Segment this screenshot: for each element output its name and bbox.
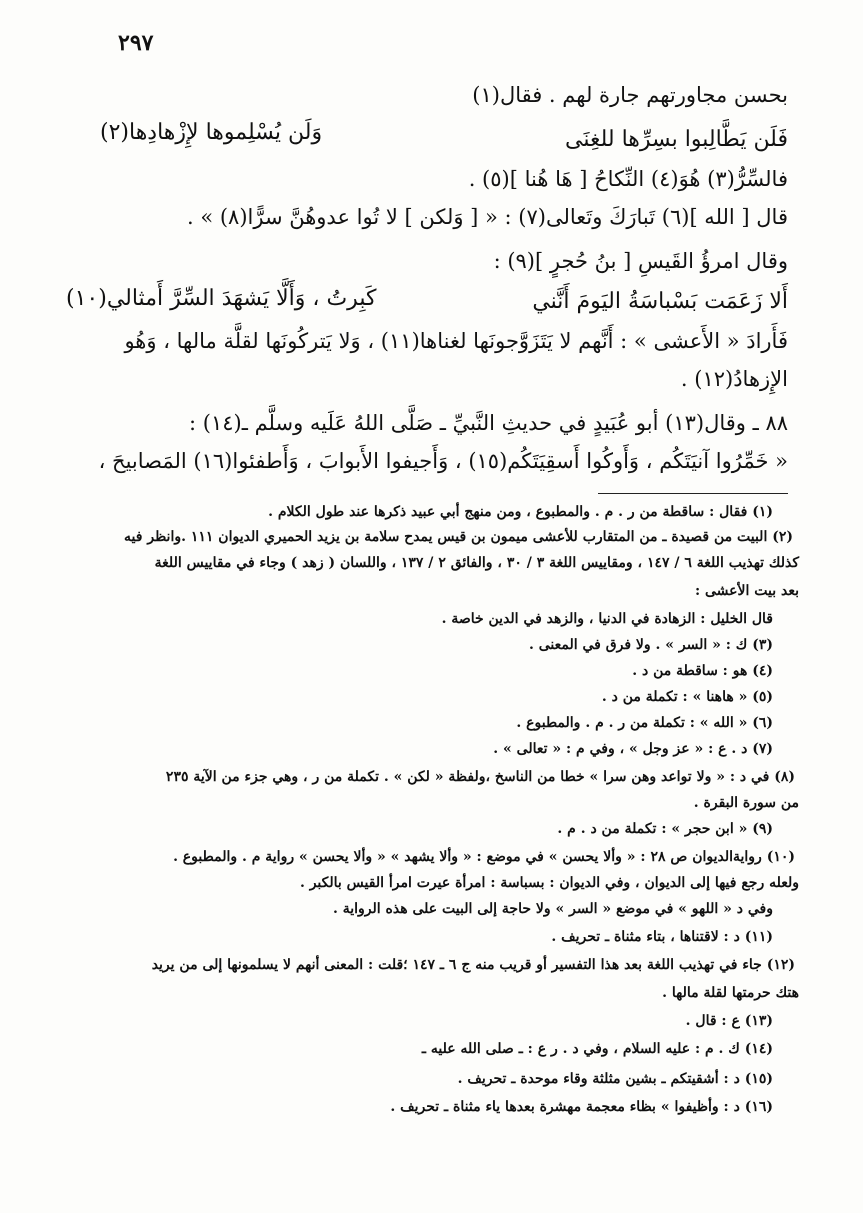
- footnote-line: (١٣) ع : قال .: [685, 1013, 773, 1029]
- footnote-line: (١) فقال : ساقطة من ر . م . والمطبوع ، ومن منهج أبي عبيد ذكرها عند طول الكلام .: [268, 504, 773, 520]
- footnote-line: قال الخليل : الزهادة في الدنيا ، والزهد في الدين خاصة .: [441, 611, 773, 627]
- footnote-separator: [598, 493, 788, 494]
- main-text-line: فالسِّرُّ(٣) هُوَ(٤) النِّكاحُ [ هَا هُنا ](٥) .: [468, 167, 788, 191]
- verse1-hemistich-left: وَلَن يُسْلِموها لإِزْهادِها(٢): [100, 120, 323, 145]
- footnote-line: وفي د « اللهو » في موضع « السر » ولا حاجة إلى البيت على هذه الرواية .: [332, 901, 773, 917]
- verse2-hemistich-left: كَبِرتُ ، وَأَلَّا يَشهَدَ السِّرَّ أَمثالي(١٠): [66, 286, 377, 311]
- footnote-line: بعد بيت الأعشى :: [694, 583, 799, 599]
- footnote-line: (٢) البيت من قصيدة ـ من المتقارب للأعشى ميمون بن قيس يمدح سلامة بن يزيد الحميري الديوان ١١١ .وانظر فيه: [124, 529, 793, 545]
- footnote-line: ولعله رجع فيها إلى الديوان ، وفي الديوان : بسباسة : امرأة عيرت امرأ القيس بالكبر .: [299, 875, 799, 891]
- main-text-line: قال [ الله ](٦) تَبارَكَ وتَعالى(٧) : « [ وَلكن ] لا تُوا عدوهُنَّ سرًّا(٨) » .: [186, 205, 788, 229]
- main-text-line: بحسن مجاورتهم جارة لهم . فقال(١): [472, 83, 788, 107]
- footnote-line: (١٢) جاء في تهذيب اللغة بعد هذا التفسير أو قريب منه ج ٦ ـ ١٤٧ ؛قلت : المعنى أنهم لا يسلمونها إلى من يريد: [151, 957, 795, 973]
- footnote-line: (٤) هو : ساقطة من د .: [632, 663, 773, 679]
- verse2-hemistich-right: أَلا زَعَمَت بَسْباسَةُ اليَومَ أَنَّني: [532, 289, 788, 314]
- footnote-line: (٩) « ابن حجر » : تكملة من د . م .: [557, 821, 773, 837]
- verse1-hemistich-right: فَلَن يَطَّالِبوا بسِرِّها للغِنَى: [565, 127, 788, 152]
- footnote-line: (٦) « الله » : تكملة من ر . م . والمطبوع .: [516, 715, 773, 731]
- page-number: ٢٩٧: [118, 30, 154, 56]
- footnote-line: (١٦) د : وأظيفوا » بظاء معجمة مهشرة بعدها ياء مثناة ـ تحريف .: [390, 1099, 773, 1115]
- footnote-line: هتك حرمتها لقلة مالها .: [662, 985, 799, 1001]
- footnote-line: (١٥) د : أشقيتكم ـ بشين مثلثة وقاء موحدة ـ تحريف .: [457, 1071, 773, 1087]
- footnote-line: (١١) د : لاقتناها ، بتاء مثناة ـ تحريف .: [551, 929, 773, 945]
- main-text-line: الإِزهادُ(١٢) .: [680, 367, 788, 391]
- main-text-line: « خَمِّرُوا آنيَتَكُم ، وَأَوكُوا أَسقِيَتَكُم(١٥) ، وَأَجيفوا الأَبوابَ ، وَأَطفئوا(١٦) المَصابيحَ ،: [98, 449, 788, 473]
- footnote-line: (٣) ك : « السر » . ولا فرق في المعنى .: [528, 637, 773, 653]
- main-text-line: وقال امرؤُ القَيسِ [ بنُ حُجرٍ ](٩) :: [493, 249, 788, 273]
- footnote-line: (٥) « هاهنا » : تكملة من د .: [601, 689, 773, 705]
- footnote-line: (١٠) روايةالديوان ص ٢٨ : « وألا يحسن » في موضع : « وألا يشهد » « وألا يحسن » رواية م . والمطبوع .: [173, 849, 795, 865]
- main-text-line: ٨٨ ـ وقال(١٣) أبو عُبَيدٍ في حديثِ النَّبيِّ ـ صَلَّى اللهُ عَلَيه وسلَّم ـ(١٤) :: [189, 411, 788, 435]
- footnote-line: من سورة البقرة .: [693, 795, 799, 811]
- main-text-line: فَأَرادَ « الأَعشى » : أَنَّهم لا يَتَزَوَّجونَها لغناها(١١) ، وَلا يَتركُونَها لقلَّة مالها ، وَهُو: [124, 329, 788, 353]
- footnote-line: كذلك تهذيب اللغة ٦ / ١٤٧ ، ومقاييس اللغة ٣ / ٣٠ ، والفائق ٢ / ١٣٧ ، واللسان ( زهد ) وجاء في مقاييس اللغة: [154, 555, 799, 571]
- footnote-line: (٧) د . ع : « عز وجل » ، وفي م : « تعالى » .: [493, 741, 773, 757]
- footnote-line: (١٤) ك . م : عليه السلام ، وفي د . ر ع : ـ صلى الله عليه ـ: [421, 1041, 773, 1057]
- footnote-line: (٨) في د : « ولا تواعد وهن سرا » خطا من الناسخ ،ولفظة « لكن » . تكملة من ر ، وهي جزء من الآية ٢٣٥: [165, 769, 795, 785]
